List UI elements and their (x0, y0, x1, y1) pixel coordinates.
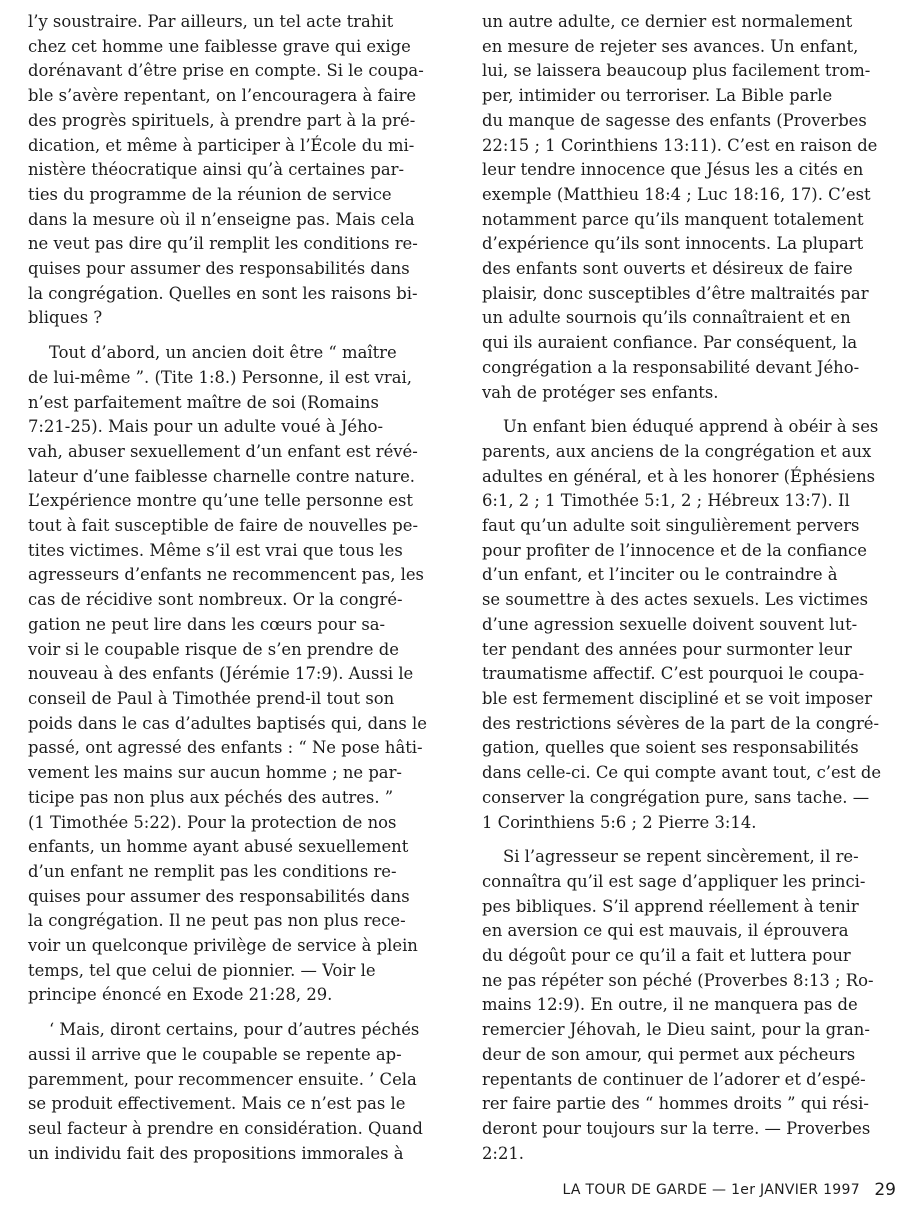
paragraph: l’y soustraire. Par ailleurs, un tel acte trahit chez cet homme une faiblesse grave qui exige dorénavant d’être prise en compte. Si le coupa- ble s’avère repentant, on l’encouragera à faire des progrès spirituels, à prendre part à la pré- dication, et même à participer à l’École du mi- nistère théocratique ainsi qu’à certaines par- ties du programme de la réunion de service dans la mesure où il n’enseigne pas. Mais cela ne veut pas dire qu’il remplit les conditions re- quises pour assumer des responsabilités dans la congrégation. Quelles en sont les raisons bi- bliques ? (28, 12, 424, 328)
paragraph: Un enfant bien éduqué apprend à obéir à ses parents, aux anciens de la congrégation et aux adultes en général, et à les honorer (Éphésiens 6:1, 2 ; 1 Timothée 5:1, 2 ; Hébreux 13:7). Il faut qu’un adulte soit singulièrement pervers pour profiter de l’innocence et de la confiance d’un enfant, et l’inciter ou le contraindre à se soumettre à des actes sexuels. Les victimes d’une agression sexuelle doivent souvent lut- ter pendant des années pour surmonter leur traumatisme affectif. C’est pourquoi le coupa- ble est fermement discipliné et se voit imposer des restrictions sévères de la part de la congré- gation, quelles que soient ses responsabilités dans celle-ci. Ce qui compte avant tout, c’est de conserver la congrégation pure, sans tache. — 1 Corinthiens 5:6 ; 2 Pierre 3:14. (482, 417, 882, 832)
magazine-issue-label: LA TOUR DE GARDE — 1er JANVIER 1997 (562, 1182, 860, 1198)
left-column (28, 10, 428, 1176)
page-footer (0, 1180, 896, 1208)
paragraph: ‘ Mais, diront certains, pour d’autres péchés aussi il arrive que le coupable se repente ap- paremment, pour recommencer ensuite. ’ Cela se produit effectivement. Mais ce n’est pas le seul facteur à prendre en considération. Quand un individu fait des propositions immorales à (28, 1020, 423, 1163)
paragraph: Si l’agresseur se repent sincèrement, il re- connaîtra qu’il est sage d’appliquer les princi- pes bibliques. S’il apprend réellement à tenir en aversion ce qui est mauvais, il éprouvera du dégoût pour ce qu’il a fait et luttera pour ne pas répéter son péché (Proverbes 8:13 ; Ro- mains 12:9). En outre, il ne manquera pas de remercier Jéhovah, le Dieu saint, pour la gran- deur de son amour, qui permet aux pécheurs repentants de continuer de l’adorer et d’espé- rer faire partie des “ hommes droits ” qui rési- deront pour toujours sur la terre. — Proverbes 2:21. (482, 847, 874, 1163)
paragraph: Tout d’abord, un ancien doit être “ maître de lui-même ”. (Tite 1:8.) Personne, il est vrai, n’est parfaitement maître de soi (Romains 7:21-25). Mais pour un adulte voué à Jého- vah, abuser sexuellement d’un enfant est révé- lateur d’une faiblesse charnelle contre nature. L’expérience montre qu’une telle personne est tout à fait susceptible de faire de nouvelles pe- tites victimes. Même s’il est vrai que tous les agresseurs d’enfants ne recommencent pas, les cas de récidive sont nombreux. Or la congré- gation ne peut lire dans les cœurs pour sa- voir si le coupable risque de s’en prendre de nouveau à des enfants (Jérémie 17:9). Aussi le conseil de Paul à Timothée prend-il tout son poids dans le cas d’adultes baptisés qui, dans le passé, ont agressé des enfants : “ Ne pose hâti- vement les mains sur aucun homme ; ne par- ticipe pas non plus aux péchés des autres. ” (1 Timothée 5:22). Pour la protection de nos enfants, un homme ayant abusé sexuellement d’un enfant ne remplit pas les conditions re- quises pour assumer des responsabilités dans la congrégation. Il ne peut pas non plus rece- voir un quelconque privilège de service à plein temps, tel que celui de pionnier. — Voir le principe énoncé en Exode 21:28, 29. (28, 343, 427, 1005)
page-number: 29 (874, 1180, 896, 1200)
paragraph: un autre adulte, ce dernier est normalement en mesure de rejeter ses avances. Un enfant, lui, se laissera beaucoup plus facilement trom- per, intimider ou terroriser. La Bible parle du manque de sagesse des enfants (Proverbes 22:15 ; 1 Corinthiens 13:11). C’est en raison de leur tendre innocence que Jésus les a cités en exemple (Matthieu 18:4 ; Luc 18:16, 17). C’est notamment parce qu’ils manquent totalement d’expérience qu’ils sont innocents. La plupart des enfants sont ouverts et désireux de faire plaisir, donc susceptibles d’être maltraités par un adulte sournois qu’ils connaîtraient et en qui ils auraient confiance. Par conséquent, la congrégation a la responsabilité devant Jého- vah de protéger ses enfants. (482, 12, 878, 402)
right-column (482, 10, 882, 1176)
